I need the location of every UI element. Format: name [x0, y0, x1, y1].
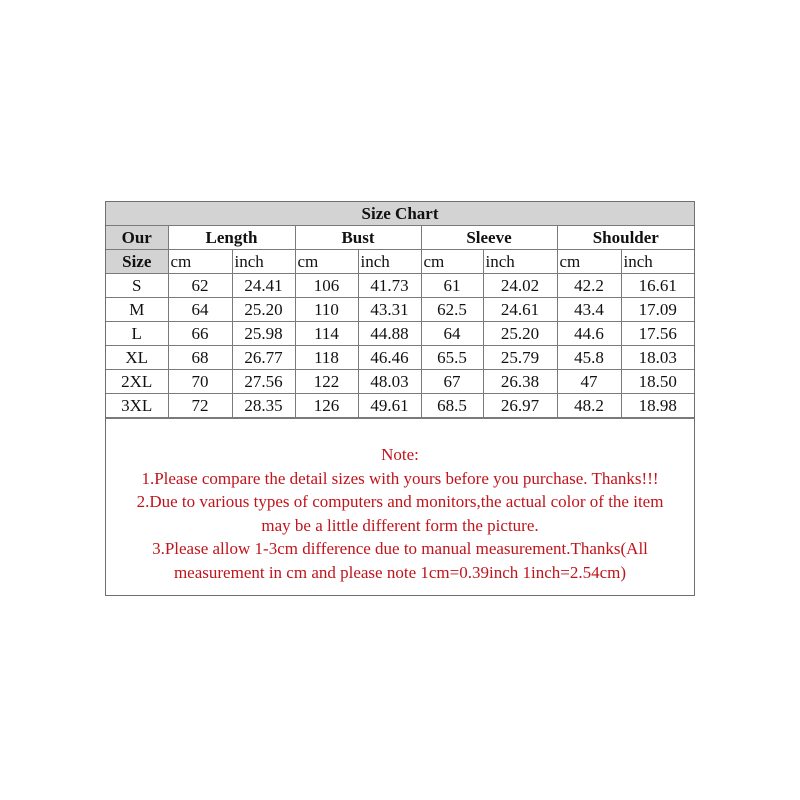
unit-label: cm [557, 250, 621, 274]
measurement-cell: 16.61 [621, 274, 694, 298]
unit-label: cm [168, 250, 232, 274]
measurement-cell: 43.4 [557, 298, 621, 322]
measurement-cell: 43.31 [358, 298, 421, 322]
measurement-cell: 42.2 [557, 274, 621, 298]
size-cell: M [106, 298, 168, 322]
note-line: 2.Due to various types of computers and monitors,the actual color of the item [136, 492, 664, 511]
measurement-cell: 25.79 [483, 346, 557, 370]
unit-label: inch [483, 250, 557, 274]
size-cell: S [106, 274, 168, 298]
measurement-cell: 24.61 [483, 298, 557, 322]
group-header-sleeve: Sleeve [421, 226, 557, 250]
measurement-cell: 44.6 [557, 322, 621, 346]
measurement-cell: 114 [295, 322, 358, 346]
group-header-row [106, 226, 694, 250]
note-line: measurement in cm and please note 1cm=0.39inch 1inch=2.54cm) [173, 562, 627, 582]
title-row [106, 202, 694, 226]
measurement-cell: 46.46 [358, 346, 421, 370]
measurement-cell: 25.20 [232, 298, 295, 322]
note-line: 3.Please allow 1-3cm difference due to manual measurement.Thanks(All [152, 539, 648, 558]
measurement-cell: 65.5 [421, 346, 483, 370]
measurement-cell: 41.73 [358, 274, 421, 298]
unit-label: cm [421, 250, 483, 274]
measurement-cell: 64 [168, 298, 232, 322]
note-line: may be a little different form the picture. [261, 515, 539, 535]
table-row [106, 370, 694, 394]
measurement-cell: 26.77 [232, 346, 295, 370]
measurement-cell: 25.20 [483, 322, 557, 346]
group-header-bust: Bust [295, 226, 421, 250]
size-cell: 2XL [106, 370, 168, 394]
measurement-cell: 18.03 [621, 346, 694, 370]
measurement-cell: 48.03 [358, 370, 421, 394]
measurement-cell: 62 [168, 274, 232, 298]
table-row [106, 298, 694, 322]
group-header-shoulder: Shoulder [557, 226, 694, 250]
measurement-cell: 61 [421, 274, 483, 298]
size-table [106, 202, 694, 418]
table-row [106, 346, 694, 370]
measurement-cell: 72 [168, 394, 232, 418]
table-row [106, 322, 694, 346]
measurement-cell: 67 [421, 370, 483, 394]
measurement-cell: 26.38 [483, 370, 557, 394]
notes-section [106, 418, 694, 595]
measurement-cell: 118 [295, 346, 358, 370]
size-cell: XL [106, 346, 168, 370]
unit-label: inch [621, 250, 694, 274]
table-row [106, 394, 694, 418]
measurement-cell: 44.88 [358, 322, 421, 346]
chart-title: Size Chart [106, 202, 694, 226]
measurement-cell: 49.61 [358, 394, 421, 418]
size-header-our: Our [106, 226, 168, 250]
size-chart [105, 201, 695, 596]
measurement-cell: 70 [168, 370, 232, 394]
note-heading: Note: [381, 445, 419, 464]
measurement-cell: 26.97 [483, 394, 557, 418]
measurement-cell: 106 [295, 274, 358, 298]
measurement-cell: 18.98 [621, 394, 694, 418]
unit-label: inch [358, 250, 421, 274]
measurement-cell: 24.41 [232, 274, 295, 298]
measurement-cell: 48.2 [557, 394, 621, 418]
table-row [106, 274, 694, 298]
measurement-cell: 18.50 [621, 370, 694, 394]
measurement-cell: 27.56 [232, 370, 295, 394]
measurement-cell: 110 [295, 298, 358, 322]
measurement-cell: 24.02 [483, 274, 557, 298]
measurement-cell: 45.8 [557, 346, 621, 370]
measurement-cell: 68 [168, 346, 232, 370]
measurement-cell: 126 [295, 394, 358, 418]
measurement-cell: 66 [168, 322, 232, 346]
measurement-cell: 122 [295, 370, 358, 394]
unit-label: inch [232, 250, 295, 274]
measurement-cell: 25.98 [232, 322, 295, 346]
size-header-size: Size [106, 250, 168, 274]
size-cell: 3XL [106, 394, 168, 418]
measurement-cell: 62.5 [421, 298, 483, 322]
measurement-cell: 17.56 [621, 322, 694, 346]
group-header-length: Length [168, 226, 295, 250]
unit-header-row [106, 250, 694, 274]
measurement-cell: 47 [557, 370, 621, 394]
measurement-cell: 68.5 [421, 394, 483, 418]
note-line: 1.Please compare the detail sizes with yours before you purchase. Thanks!!! [141, 468, 659, 488]
measurement-cell: 64 [421, 322, 483, 346]
size-cell: L [106, 322, 168, 346]
measurement-cell: 17.09 [621, 298, 694, 322]
measurement-cell: 28.35 [232, 394, 295, 418]
unit-label: cm [295, 250, 358, 274]
